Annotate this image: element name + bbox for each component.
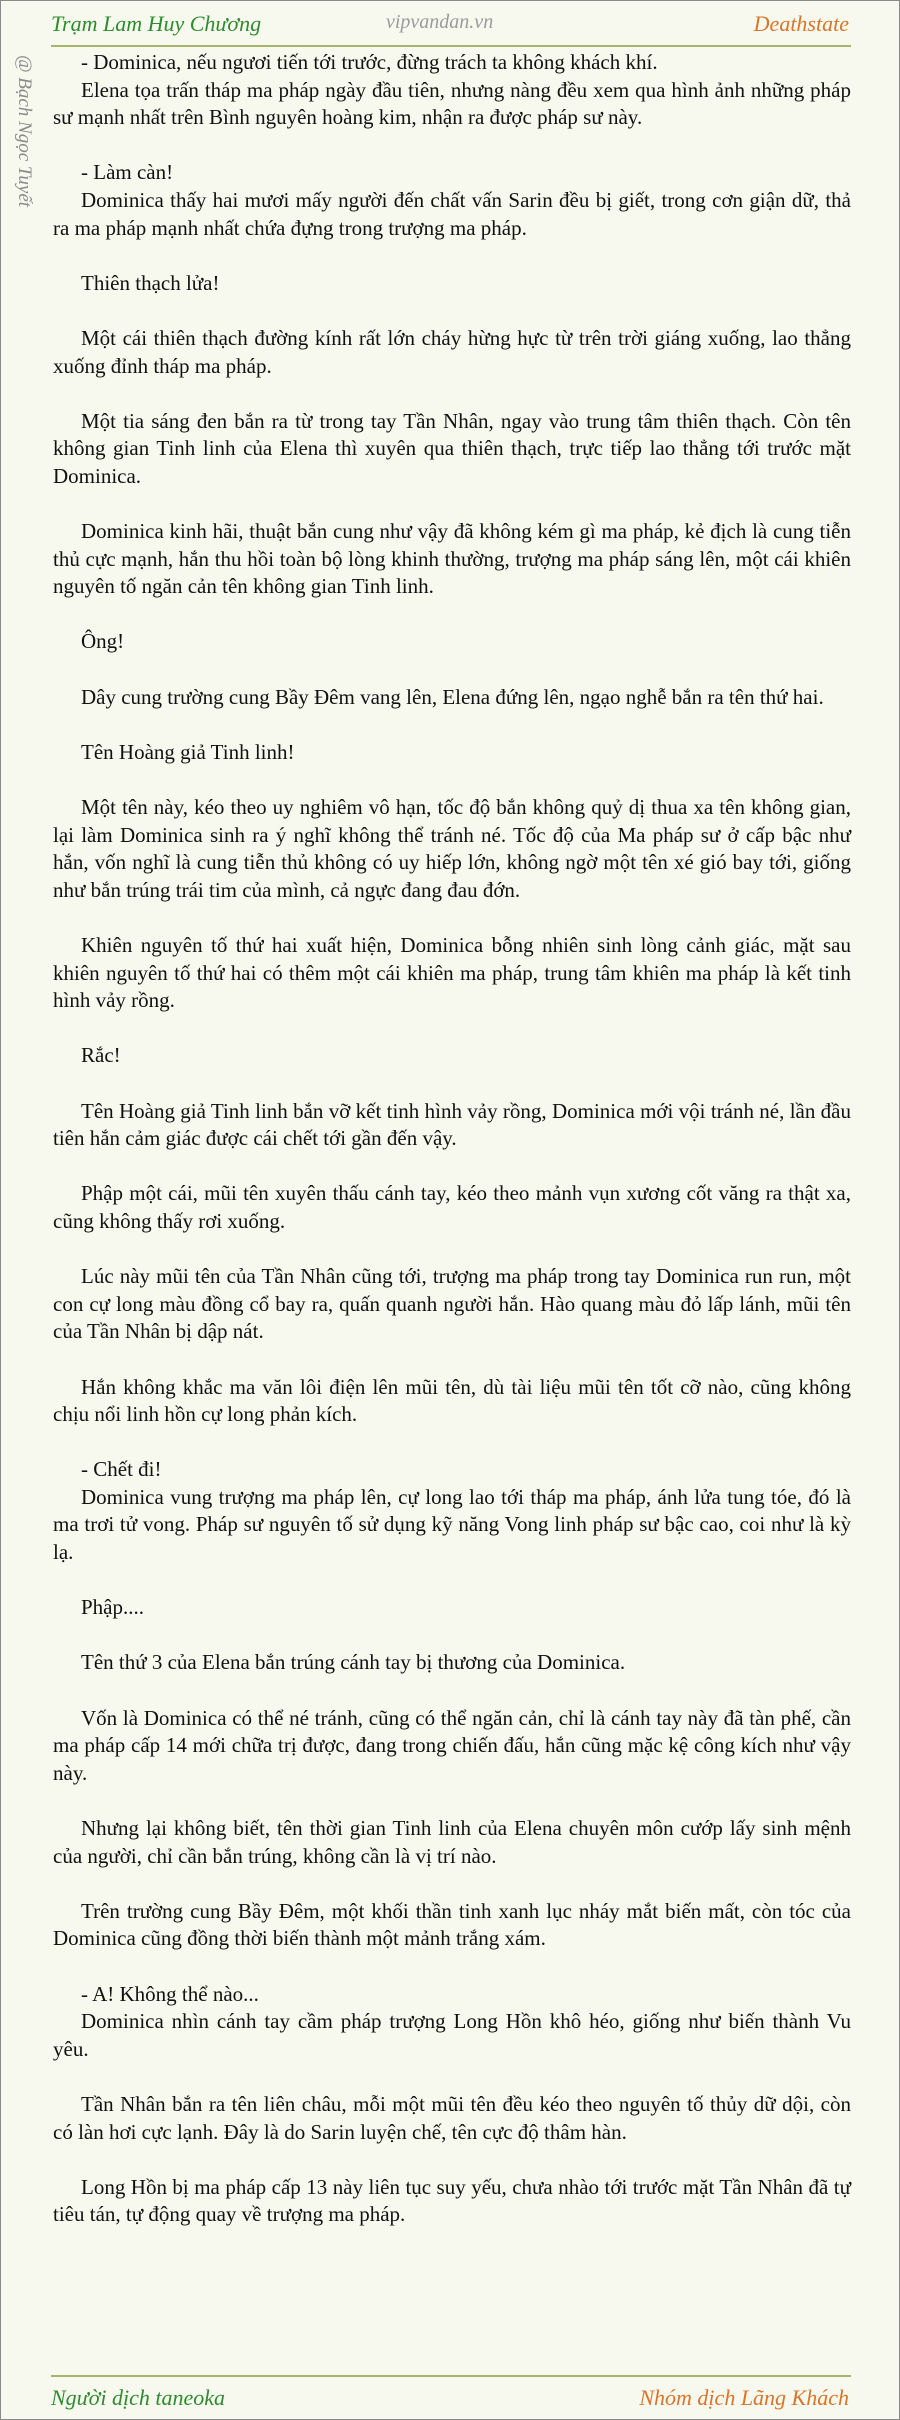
paragraph: Một cái thiên thạch đường kính rất lớn cháy hừng hực từ trên trời giáng xuống, lao thẳng xuống đỉnh tháp ma pháp. xyxy=(53,325,851,378)
side-watermark xyxy=(7,55,41,265)
paragraph: Một tia sáng đen bắn ra từ trong tay Tần Nhân, ngay vào trung tâm thiên thạch. Còn tên không gian Tinh linh của Elena thì xuyên qua thiên thạch, trực tiếp lao thẳng tới trước mặt Dominica. xyxy=(53,408,851,488)
paragraph: Phập một cái, mũi tên xuyên thấu cánh tay, kéo theo mảnh vụn xương cốt văng ra thật xa, cũng không thấy rơi xuống. xyxy=(53,1181,851,1233)
paragraph: Nhưng lại không biết, tên thời gian Tinh linh của Elena chuyên môn cướp lấy sinh mệnh của người, chỉ cần bắn trúng, không cần là vị trí nào. xyxy=(53,1816,851,1868)
paragraph: Thiên thạch lửa! xyxy=(81,270,220,295)
paragraph: Dominica kinh hãi, thuật bắn cung như vậy đã không kém gì ma pháp, kẻ địch là cung tiễn thủ cực mạnh, hắn thu hồi toàn bộ lòng khinh thường, trượng ma pháp sáng lên, một cái khiên nguyên tố ngăn cản tên không gian Tinh linh. xyxy=(53,519,851,599)
paragraph: Tên thứ 3 của Elena bắn trúng cánh tay bị thương của Dominica. xyxy=(81,1650,626,1675)
dialogue-line: - Chết đi! xyxy=(81,1457,162,1482)
paragraph: Dominica thấy hai mươi mấy người đến chất vấn Sarin đều bị giết, trong cơn giận dữ, thả ra ma pháp mạnh nhất chứa đựng trong trượng ma pháp. xyxy=(53,187,851,240)
paragraph: Dominica vung trượng ma pháp lên, cự long lao tới tháp ma pháp, ánh lửa tung tóe, đó là ma trơi tử vong. Pháp sư nguyên tố sử dụng kỹ năng Vong linh pháp sư bậc cao, coi như là kỳ lạ. xyxy=(53,1484,851,1565)
footer-group: Nhóm dịch Lãng Khách xyxy=(639,2385,849,2410)
header-book-title: Deathstate xyxy=(753,11,849,36)
paragraph: Tên Hoàng giả Tinh linh bắn vỡ kết tinh hình vảy rồng, Dominica mới vội tránh né, lần đầu tiên hắn cảm giác được cái chết tới gần đến vậy. xyxy=(53,1098,851,1151)
paragraph: Rắc! xyxy=(81,1043,121,1068)
paragraph: Dây cung trường cung Bầy Đêm vang lên, Elena đứng lên, ngạo nghễ bắn ra tên thứ hai. xyxy=(81,684,824,709)
footer-divider xyxy=(51,2375,851,2377)
dialogue-line: - A! Không thể nào... xyxy=(81,1981,259,2006)
paragraph: Một tên này, kéo theo uy nghiêm vô hạn, tốc độ bắn không quỷ dị thua xa tên không gian, lại làm Dominica sinh ra ý nghĩ không thể tránh né. Tốc độ của Ma pháp sư ở cấp bậc như hắn, vốn nghĩ là cung tiễn thủ không có uy hiếp lớn, không ngờ một tên xé gió bay tới, giống như bắn trúng trái tim của mình, cả ngực đang đau đớn. xyxy=(53,795,851,902)
header-divider xyxy=(51,45,851,47)
paragraph: Vốn là Dominica có thể né tránh, cũng có thể ngăn cản, chỉ là cánh tay này đã tàn phế, cần ma pháp cấp 14 mới chữa trị được, đang trong chiến đấu, hắn cũng mặc kệ công kích như vậy này. xyxy=(53,1705,851,1785)
dialogue-line: - Dominica, nếu ngươi tiến tới trước, đừng trách ta không khách khí. xyxy=(81,50,658,74)
paragraph: Tên Hoàng giả Tinh linh! xyxy=(81,739,295,764)
side-watermark-text: @ Bạch Ngọc Tuyết xyxy=(14,55,35,208)
paragraph: Dominica nhìn cánh tay cầm pháp trượng Long Hồn khô héo, giống như biến thành Vu yêu. xyxy=(53,2009,851,2061)
paragraph: Hắn không khắc ma văn lôi điện lên mũi tên, dù tài liệu mũi tên tốt cỡ nào, cũng không chịu nổi linh hồn cự long phản kích. xyxy=(53,1374,851,1427)
paragraph: Long Hồn bị ma pháp cấp 13 này liên tục suy yếu, chưa nhào tới trước mặt Tần Nhân đã tự tiêu tán, tự động quay về trượng ma pháp. xyxy=(53,2174,851,2227)
paragraph: Trên trường cung Bầy Đêm, một khối thần tinh xanh lục nháy mắt biến mất, còn tóc của Dominica cũng đồng thời biến thành một mảnh trắng xám. xyxy=(53,1898,851,1951)
footer-translator: Người dịch taneoka xyxy=(51,2385,226,2410)
chapter-text xyxy=(53,49,851,2257)
paragraph: Khiên nguyên tố thứ hai xuất hiện, Dominica bỗng nhiên sinh lòng cảnh giác, mặt sau khiên nguyên tố thứ hai có thêm một cái khiên ma pháp, trung tâm khiên ma pháp là kết tinh hình vảy rồng. xyxy=(53,933,851,1013)
paragraph: Phập.... xyxy=(81,1595,144,1620)
dialogue-line: - Làm càn! xyxy=(81,160,174,185)
paragraph: Lúc này mũi tên của Tần Nhân cũng tới, trượng ma pháp trong tay Dominica run run, một con cự long màu đồng cổ bay ra, quấn quanh người hắn. Hào quang màu đỏ lấp lánh, mũi tên của Tần Nhân bị dập nát. xyxy=(53,1264,851,1344)
paragraph: Ông! xyxy=(81,629,125,654)
paragraph: Tần Nhân bắn ra tên liên châu, mỗi một mũi tên đều kéo theo nguyên tố thủy dữ dội, còn có làn hơi cực lạnh. Đây là do Sarin luyện chế, tên cực độ thâm hàn. xyxy=(53,2091,851,2144)
header-website-url[interactable]: vipvandan.vn xyxy=(386,11,494,33)
paragraph: Elena tọa trấn tháp ma pháp ngày đầu tiên, nhưng nàng đều xem qua hình ảnh những pháp sư mạnh nhất trên Bình nguyên hoàng kim, nhận ra được pháp sư này. xyxy=(53,77,851,130)
page-header xyxy=(1,1,899,47)
header-site-name: Trạm Lam Huy Chương xyxy=(51,11,262,36)
